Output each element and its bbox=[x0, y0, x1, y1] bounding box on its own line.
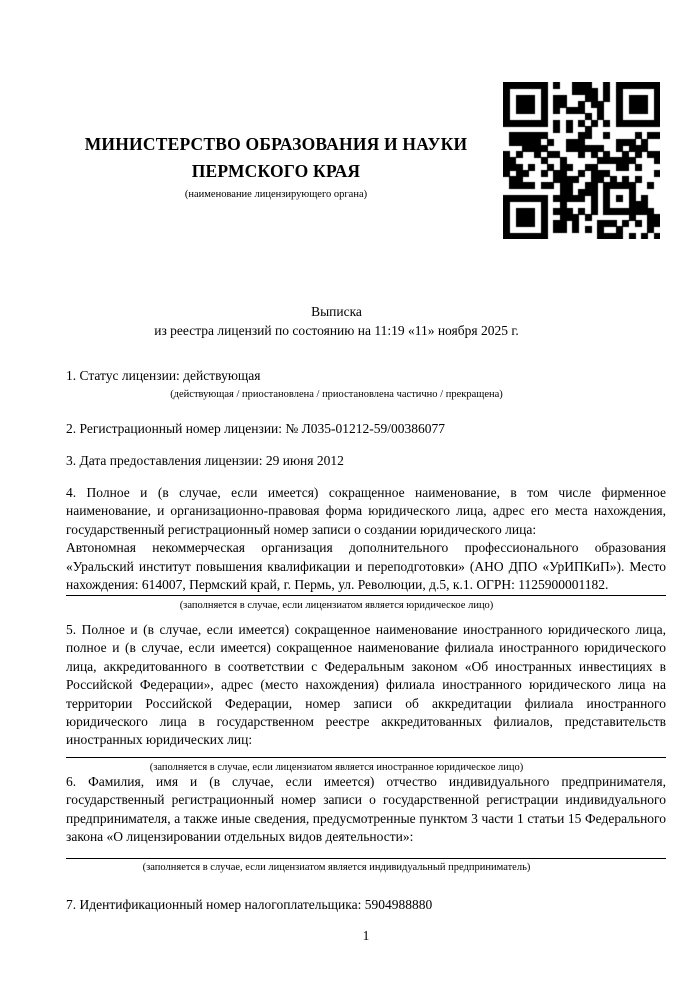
legal-entity-label: 4. Полное и (в случае, если имеется) сокращенное наименование, в том числе фирменное наименование, и организационно-правовая форма юридического лица, адрес его места нахождения, государственный регистрационный номер записи о создании юридического лица: bbox=[66, 485, 666, 537]
foreign-entity-caption: (заполняется в случае, если лицензиатом является иностранное юридическое лицо) bbox=[149, 761, 524, 773]
authority-name-line1: МИНИСТЕРСТВО ОБРАЗОВАНИЯ И НАУКИ bbox=[84, 134, 468, 154]
legal-entity-caption: (заполняется в случае, если лицензиатом является юридическое лицо) bbox=[179, 600, 494, 612]
taxpayer-number-text: 7. Идентификационный номер налогоплательщика: 5904988880 bbox=[66, 897, 433, 912]
individual-entrepreneur-caption: (заполняется в случае, если лицензиатом является индивидуальный предприниматель) bbox=[142, 861, 531, 873]
document-title bbox=[66, 303, 607, 340]
item-license-status bbox=[66, 367, 666, 401]
authority-name-line2: ПЕРМСКОГО КРАЯ bbox=[191, 161, 361, 181]
item-legal-entity bbox=[66, 484, 666, 612]
title-line2: из реестра лицензий по состоянию на 11:19 «11» ноября 2025 г. bbox=[154, 322, 519, 338]
item-grant-date bbox=[66, 452, 666, 470]
individual-entrepreneur-label: 6. Фамилия, имя и (в случае, если имеется) отчество индивидуального предпринимателя, государственный регистрационный номер записи о государственной регистрации индивидуального предпринимателя, а также иные сведения, предусмотренные пунктом 3 части 1 статьи 15 Федерального закона «О лицензировании отдельных видов деятельности»: bbox=[66, 774, 666, 845]
title-line1: Выписка bbox=[311, 304, 362, 319]
individual-entrepreneur-blank-field bbox=[66, 847, 666, 859]
item-registration-number bbox=[66, 420, 666, 438]
qr-code bbox=[503, 82, 660, 239]
grant-date-text: 3. Дата предоставления лицензии: 29 июня 2012 bbox=[66, 453, 344, 468]
foreign-entity-label: 5. Полное и (в случае, если имеется) сокращенное наименование иностранного юридического лица, полное и (в случае, если имеется) сокращенное наименование филиала иностранного юридического лица, аккредитованного в соответствии с Федеральным законом «Об иностранных инвестициях в Российской Федерации», адрес (место нахождения) филиала иностранного юридического лица на территории Российской Федерации, номер записи об аккредитации филиала иностранного юридического лица в государственном реестре аккредитованных филиалов, представительств иностранных юридических лиц: bbox=[66, 622, 666, 748]
page-number: 1 bbox=[362, 928, 370, 943]
foreign-entity-blank-field bbox=[66, 750, 666, 758]
legal-entity-value: Автономная некоммерческая организация дополнительного профессионального образования «Уральский институт повышения квалификации и переподготовки» (АНО ДПО «УрИПКиП»). Место нахождения: 614007, Пермский край, г. Пермь, ул. Революции, д.5, к.1. ОГРН: 1125900001182. bbox=[66, 539, 666, 596]
registration-number-text: 2. Регистрационный номер лицензии: № Л035-01212-59/00386077 bbox=[66, 421, 446, 436]
item-individual-entrepreneur bbox=[66, 773, 666, 874]
licensing-authority-header bbox=[66, 131, 486, 201]
item-taxpayer-number bbox=[66, 896, 666, 914]
authority-name-caption: (наименование лицензирующего органа) bbox=[184, 189, 368, 200]
license-status-text: 1. Статус лицензии: действующая bbox=[66, 368, 261, 383]
item-foreign-entity bbox=[66, 621, 666, 774]
license-status-caption: (действующая / приостановлена / приостановлена частично / прекращена) bbox=[170, 389, 503, 401]
